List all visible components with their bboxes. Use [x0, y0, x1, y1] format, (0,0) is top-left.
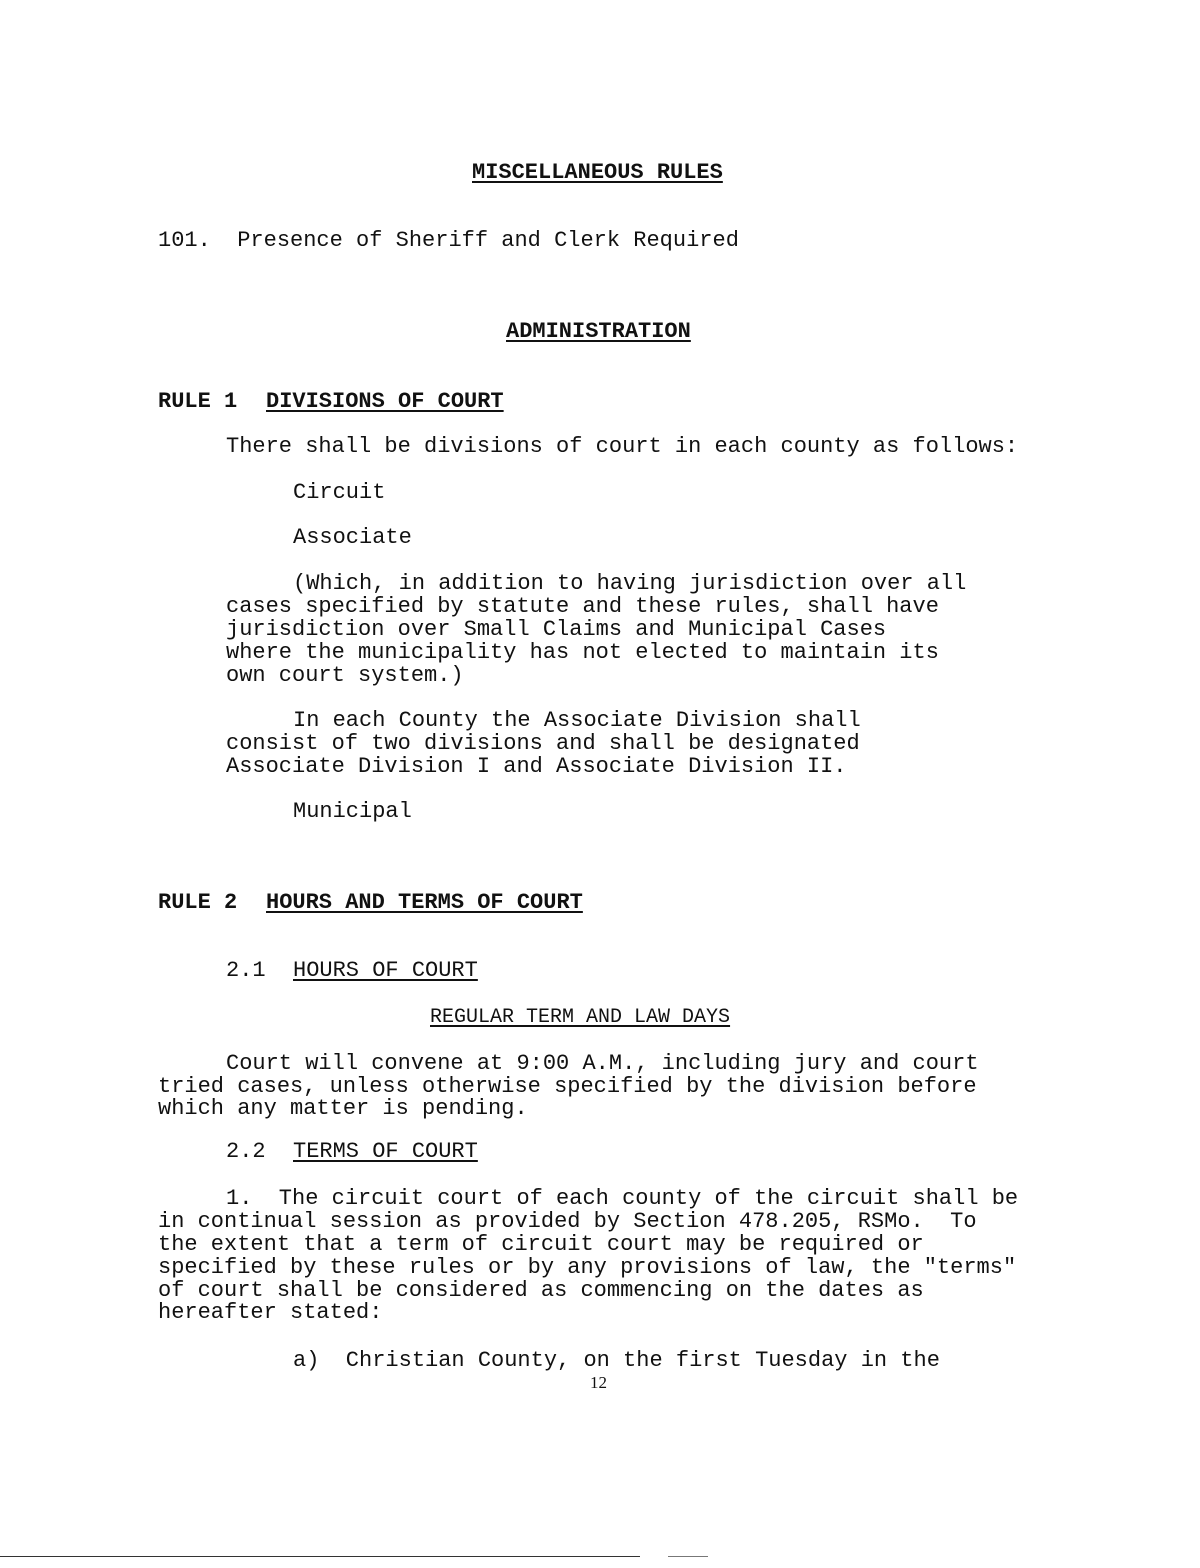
- terms-line: of court shall be considered as commencing on the dates as: [158, 1278, 924, 1303]
- division-associate: Associate: [293, 525, 412, 550]
- terms-line: specified by these rules or by any provisions of law, the "terms": [158, 1255, 1017, 1280]
- section-2-1-number: 2.1: [226, 958, 266, 983]
- convene-line: which any matter is pending.: [158, 1096, 528, 1121]
- section-2-2-number: 2.2: [226, 1139, 266, 1164]
- assoc-division-line: consist of two divisions and shall be designated: [226, 731, 860, 756]
- page-number: 12: [590, 1373, 607, 1392]
- division-municipal: Municipal: [293, 799, 412, 824]
- misc-rules-heading: MISCELLANEOUS RULES: [472, 160, 723, 185]
- assoc-note-line: own court system.): [226, 663, 464, 688]
- administration-heading: ADMINISTRATION: [506, 319, 691, 344]
- assoc-note-line: jurisdiction over Small Claims and Municipal Cases: [226, 617, 887, 642]
- rule-2-title: HOURS AND TERMS OF COURT: [266, 890, 583, 915]
- assoc-note-line: where the municipality has not elected to maintain its: [226, 640, 939, 665]
- section-2-2-title: TERMS OF COURT: [293, 1139, 478, 1164]
- rule-1-number: RULE 1: [158, 389, 238, 414]
- assoc-note-line: (Which, in addition to having jurisdiction over all: [293, 571, 967, 596]
- terms-line: 1. The circuit court of each county of the circuit shall be: [226, 1186, 1019, 1211]
- terms-line: the extent that a term of circuit court may be required or: [158, 1232, 924, 1257]
- convene-line: Court will convene at 9:00 A.M., including jury and court: [226, 1051, 979, 1076]
- bottom-rule: [0, 1556, 640, 1557]
- division-circuit: Circuit: [293, 480, 386, 505]
- rule-2-number: RULE 2: [158, 890, 238, 915]
- terms-line: in continual session as provided by Section 478.205, RSMo. To: [158, 1209, 977, 1234]
- assoc-note-line: cases specified by statute and these rules, shall have: [226, 594, 939, 619]
- rule-1-intro: There shall be divisions of court in each county as follows:: [226, 434, 1019, 459]
- assoc-division-line: Associate Division I and Associate Division II.: [226, 754, 847, 779]
- terms-item-a: a) Christian County, on the first Tuesday in the: [293, 1348, 940, 1373]
- regular-term-heading: REGULAR TERM AND LAW DAYS: [430, 1006, 731, 1029]
- assoc-division-line: In each County the Associate Division shall: [293, 708, 861, 733]
- rule-1-title: DIVISIONS OF COURT: [266, 389, 504, 414]
- rule-101-line: 101. Presence of Sheriff and Clerk Required: [158, 228, 739, 253]
- terms-line: hereafter stated:: [158, 1300, 383, 1325]
- section-2-1-title: HOURS OF COURT: [293, 958, 478, 983]
- bottom-rule-fragment: [668, 1556, 708, 1557]
- convene-line: tried cases, unless otherwise specified by the division before: [158, 1074, 977, 1099]
